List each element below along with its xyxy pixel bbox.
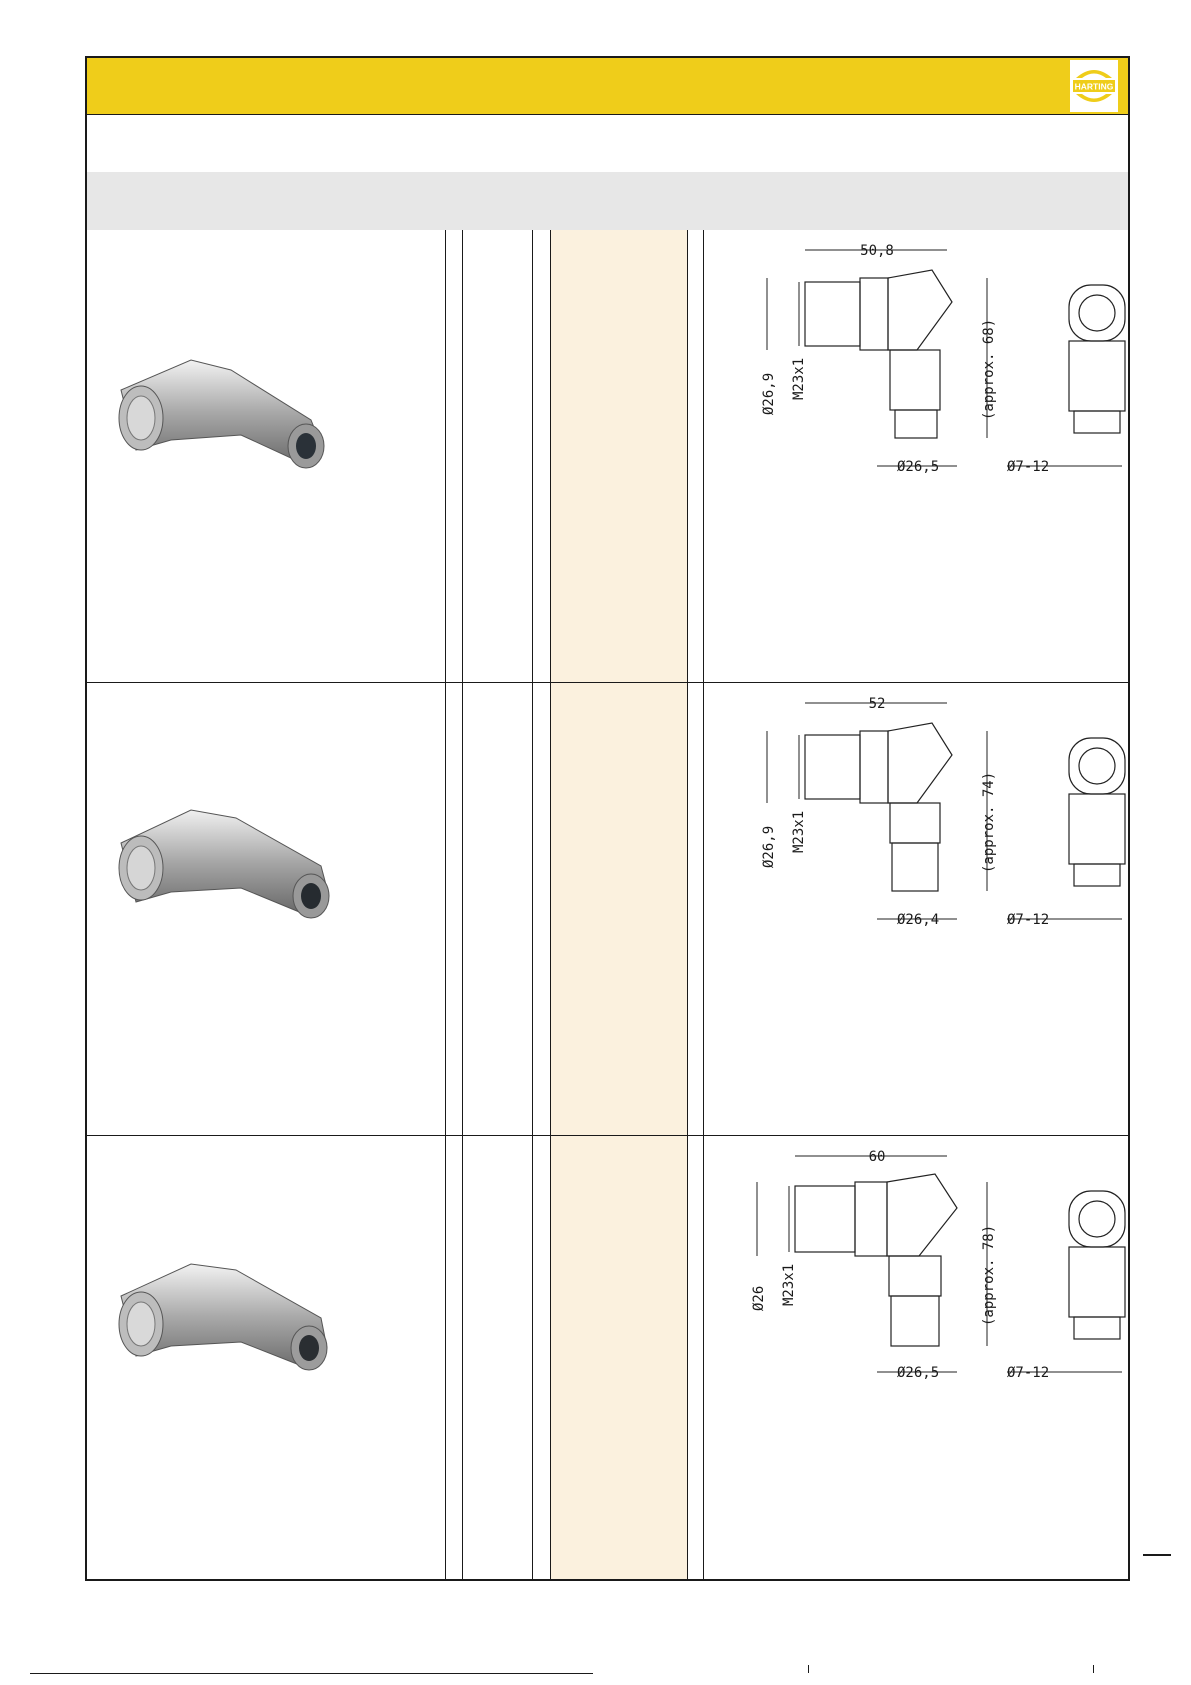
- thread-label: M23x1: [791, 357, 807, 400]
- product-row-1: [87, 230, 1128, 683]
- front-diameter-label: Ø26,9: [761, 825, 777, 868]
- footer-tick: [1093, 1665, 1094, 1673]
- cable-range-label: Ø7-12: [1007, 912, 1050, 928]
- body-diameter-label: Ø26,5: [897, 1365, 940, 1381]
- header-bar: [87, 58, 1128, 115]
- body-diameter-label: Ø26,4: [897, 912, 940, 928]
- page-edge-mark: [1143, 1554, 1171, 1556]
- highlight-column: [550, 683, 687, 1135]
- section-band: [87, 172, 1128, 230]
- connector-photo-3: [111, 1246, 341, 1406]
- product-row-2: [87, 683, 1128, 1136]
- logo-text: HARTING: [1074, 81, 1114, 92]
- connector-photo-2: [111, 788, 341, 948]
- connector-photo-1: [111, 340, 341, 500]
- footer-tick: [808, 1665, 809, 1673]
- product-row-3: [87, 1136, 1128, 1579]
- dimension-drawing-3: [707, 1136, 1127, 1396]
- highlight-column: [550, 1136, 687, 1579]
- page-frame: [85, 56, 1130, 1581]
- highlight-column: [550, 230, 687, 682]
- thread-label: M23x1: [781, 1263, 797, 1306]
- thread-label: M23x1: [791, 810, 807, 853]
- harting-logo: [1070, 60, 1118, 112]
- height-label: (approx. 68): [981, 318, 997, 420]
- length-label: 50,8: [860, 243, 894, 259]
- length-label: 52: [868, 696, 886, 712]
- footer-rule: [30, 1673, 593, 1674]
- dimension-drawing-2: [707, 683, 1127, 943]
- front-diameter-label: Ø26,9: [761, 372, 777, 415]
- cable-range-label: Ø7-12: [1007, 1365, 1050, 1381]
- dimension-drawing-1: [707, 230, 1127, 490]
- length-label: 60: [868, 1149, 886, 1165]
- front-diameter-label: Ø26: [751, 1285, 767, 1311]
- cable-range-label: Ø7-12: [1007, 459, 1050, 475]
- body-diameter-label: Ø26,5: [897, 459, 940, 475]
- height-label: (approx. 74): [981, 771, 997, 873]
- height-label: (approx. 78): [981, 1224, 997, 1326]
